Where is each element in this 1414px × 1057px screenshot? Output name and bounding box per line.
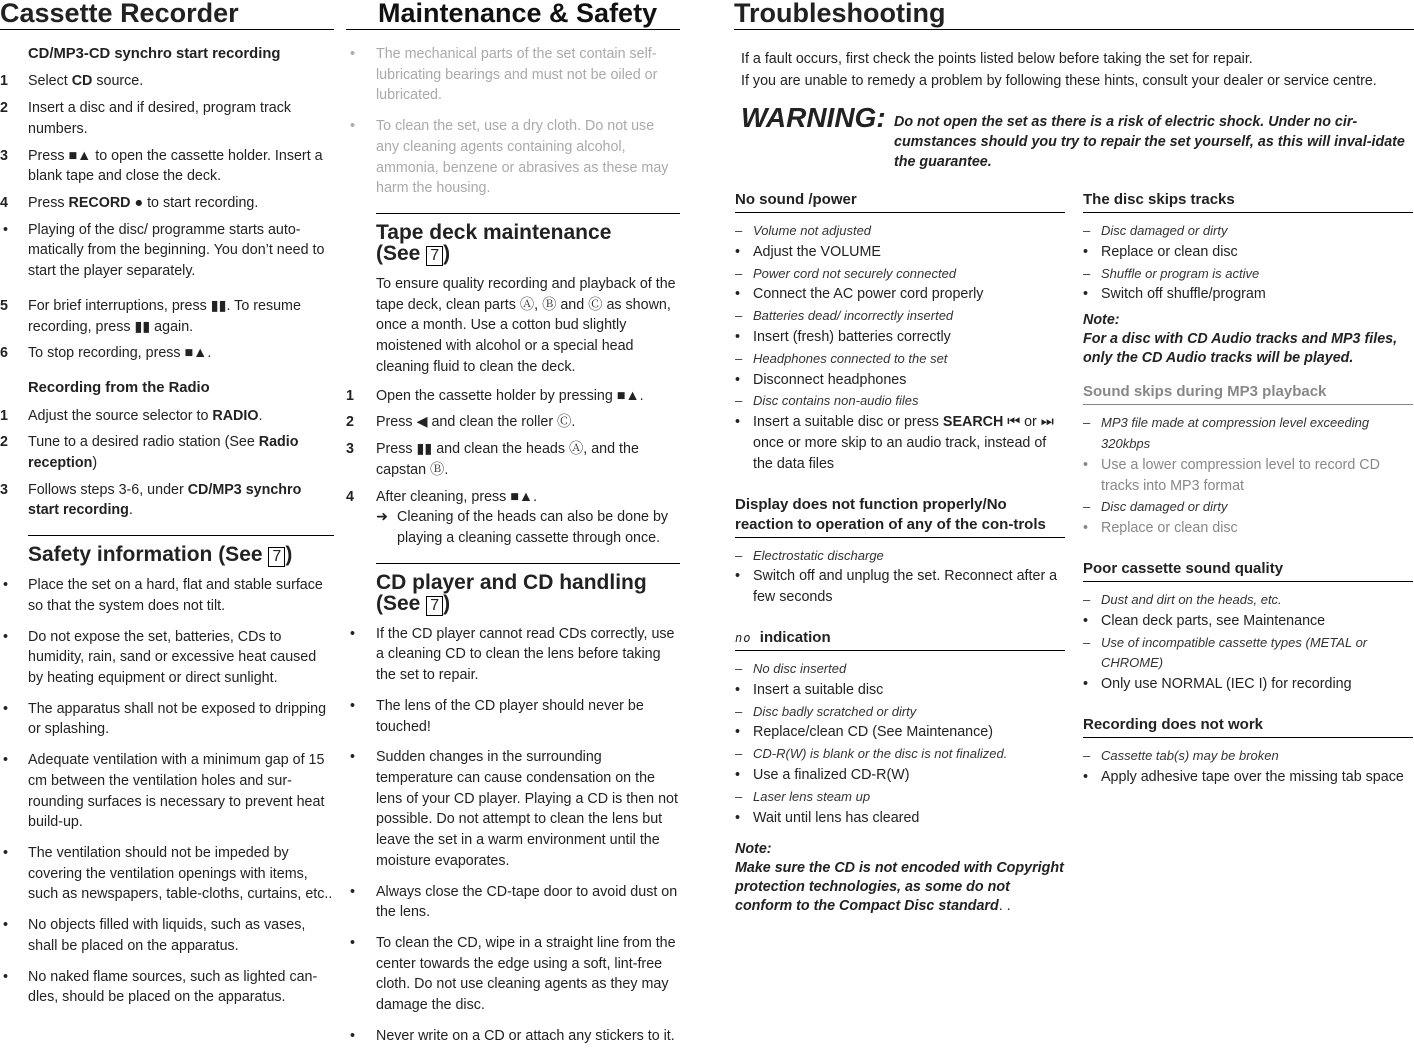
item-text: Insert a suitable disc — [753, 681, 884, 698]
step-number: 4 — [346, 488, 354, 505]
marker: – — [735, 703, 743, 719]
cause-item — [735, 702, 1065, 723]
marker: • — [1083, 676, 1089, 693]
step — [0, 193, 334, 214]
item-text: Disc damaged or dirty — [1101, 223, 1228, 238]
trouble-group — [735, 628, 1065, 828]
step-number: 1 — [0, 407, 8, 424]
step-text: After cleaning, press ■▲. — [376, 488, 538, 505]
item-text: Laser lens steam up — [753, 788, 871, 804]
group-heading: Recording does not work — [1083, 715, 1413, 738]
figure-ref: 7 — [426, 246, 443, 266]
marker: – — [1083, 634, 1091, 650]
step — [346, 386, 680, 407]
fix-item — [735, 566, 1065, 608]
item-text: Electrostatic discharge — [753, 547, 884, 563]
item-text: Disc damaged or dirty — [1101, 499, 1228, 515]
list-text: No objects filled with liquids, such as vases, shall be placed on the apparatus. — [28, 917, 306, 954]
cause-item — [1083, 590, 1413, 611]
marker: • — [1083, 243, 1089, 260]
step — [346, 412, 680, 433]
column-maintenance — [346, 0, 680, 1057]
fix-item — [735, 722, 1065, 743]
step-text: Open the cassette holder by pressing ■▲. — [376, 387, 644, 404]
bullet: • — [350, 697, 356, 714]
marker: • — [735, 414, 741, 431]
marker: • — [1083, 520, 1089, 537]
section-title: Cassette Recorder — [0, 0, 334, 30]
bullet: • — [3, 577, 9, 594]
trouble-right-column — [1083, 190, 1413, 808]
marker: – — [735, 265, 743, 281]
step-text: Press RECORD ● to start recording. — [28, 195, 259, 212]
cause-item — [1083, 264, 1413, 285]
list-item — [0, 843, 334, 905]
fix-item — [735, 765, 1065, 786]
step — [0, 406, 334, 427]
item-text: Use a lower compression level to record CD tracks into MP3 format — [1101, 456, 1380, 494]
item-text: Power cord not securely connected — [753, 265, 957, 281]
trouble-group — [1083, 715, 1413, 788]
marker: • — [735, 766, 741, 783]
list-item — [346, 747, 680, 871]
item-text: Connect the AC power cord properly — [753, 286, 984, 303]
item-text: Volume not adjusted — [753, 223, 872, 238]
list-item — [346, 1026, 680, 1047]
figure-ref: 7 — [426, 596, 443, 616]
marker: – — [1083, 415, 1091, 431]
step-number: 2 — [0, 434, 8, 451]
item-text: Cassette tab(s) may be broken — [1101, 747, 1279, 763]
marker: • — [735, 568, 741, 585]
marker: – — [735, 308, 743, 324]
marker: – — [735, 223, 743, 238]
cause-item — [735, 744, 1065, 765]
list-item — [0, 627, 334, 689]
cause-item — [735, 264, 1065, 285]
item-text: Use of incompatible cassette types (METAL or CHROME) — [1101, 634, 1368, 671]
marker: – — [1083, 265, 1091, 281]
bullet: • — [350, 935, 356, 951]
marker: • — [735, 328, 741, 345]
tip: ➜ Cleaning of the heads can also be done by playing a cleaning cassette through once. — [376, 509, 669, 546]
item-text: Only use NORMAL (IEC I) for recording — [1101, 676, 1352, 693]
list-text: The mechanical parts of the set contain self-lubricating bearings and must not be oiled or lubricated. — [376, 46, 658, 104]
list-text: Adequate ventilation with a minimum gap of 15 cm between the ventilation holes and sur-rounding surfaces is necessary to prevent heat build-up. — [28, 752, 325, 831]
item-text: CD-R(W) is blank or the disc is not finalized. — [753, 746, 1008, 762]
list-text: Do not expose the set, batteries, CDs to humidity, rain, sand or excessive heat caused by heating equipment or direct sunlight. — [28, 628, 317, 686]
list-item — [0, 750, 334, 833]
marker: – — [735, 547, 743, 563]
item-text: Replace or clean disc — [1101, 243, 1238, 260]
step-number: 4 — [0, 195, 8, 212]
step-number: 1 — [0, 73, 8, 90]
list-item — [346, 44, 680, 106]
item-text: Shuffle or program is active — [1101, 265, 1260, 281]
list-item — [346, 882, 680, 923]
list-text: Sudden changes in the surrounding temperature can cause condensation on the lens of your CD player. Playing a CD is then not possible. Do not attempt to clean the lens but leave the set in a warm environment until the moisture evaporates. — [376, 749, 678, 869]
cause-item — [1083, 633, 1413, 675]
subheading: CD/MP3-CD synchro start recording — [28, 46, 281, 62]
step-text: Press ◀ and clean the roller Ⓒ. — [376, 414, 576, 431]
fix-item — [735, 808, 1065, 829]
fix-item — [1083, 767, 1413, 788]
step-number: 3 — [0, 481, 8, 498]
trouble-group — [1083, 559, 1413, 695]
step — [0, 432, 334, 473]
item-text: Switch off shuffle/program — [1101, 286, 1266, 303]
figure-ref: 7 — [268, 547, 285, 567]
cause-item — [735, 787, 1065, 808]
step — [0, 296, 334, 337]
step-text: Press ▮▮ and clean the heads Ⓐ, and the capstan Ⓑ. — [376, 441, 639, 478]
list-item — [346, 116, 680, 199]
marker: • — [735, 724, 741, 741]
step-text: Follows steps 3-6, under CD/MP3 synchro start recording. — [28, 481, 302, 519]
item-text: Headphones connected to the set — [753, 350, 948, 366]
marker: • — [735, 243, 741, 260]
marker: – — [735, 350, 743, 366]
mp3-group: Sound skips during MP3 playback – MP3 file made at compression level exceeding 320kbps • Use a lower compression level to record CD tracks into MP3 format – Disc damaged or dirty • Replace or clean disc — [1083, 382, 1413, 539]
step — [0, 343, 334, 364]
fix-item — [735, 284, 1065, 305]
step-text: Tune to a desired radio station (See Radio reception) — [28, 434, 299, 471]
trouble-left-column — [735, 190, 1065, 916]
item-text: Disc contains non-audio files — [753, 393, 919, 409]
marker: • — [735, 286, 741, 303]
item-text: Clean deck parts, see Maintenance — [1101, 612, 1326, 629]
list-text: Always close the CD-tape door to avoid dust on the lens. — [376, 883, 678, 921]
marker: – — [1083, 499, 1091, 515]
fix-item — [1083, 284, 1413, 305]
list-text: Place the set on a hard, flat and stable surface so that the system does not tilt. — [28, 577, 323, 614]
note: Note: For a disc with CD Audio tracks and MP3 files, only the CD Audio tracks will be played. — [1083, 312, 1398, 367]
bullet: • — [3, 845, 9, 862]
bullet: • — [350, 1027, 356, 1044]
bullet: • — [350, 118, 356, 135]
section-title: Troubleshooting — [734, 0, 1414, 30]
note: Note: Make sure the CD is not encoded with Copyright protection technologies, as some do not conform to the Compact Disc standard. . — [735, 841, 1064, 915]
marker: • — [1083, 768, 1089, 785]
marker: • — [735, 809, 741, 826]
item-text: Replace/clean CD (See Maintenance) — [753, 724, 993, 741]
step — [0, 98, 334, 139]
step-text: Press ■▲ to open the cassette holder. Insert a blank tape and close the deck. — [28, 147, 323, 185]
list-item — [346, 696, 680, 737]
fix-item — [735, 370, 1065, 391]
step-number: 3 — [346, 441, 354, 458]
intro-text: If a fault occurs, first check the points listed below before taking the set for repair. If you are unable to remedy a problem by following these hints, consult your dealer or service centre. — [741, 51, 1377, 89]
column-cassette-recorder — [0, 0, 334, 1018]
item-text: Batteries dead/ incorrectly inserted — [753, 308, 954, 324]
fix-item — [1083, 455, 1413, 497]
list-text: Never write on a CD or attach any stickers to it. — [376, 1027, 675, 1044]
subheading: Recording from the Radio — [28, 380, 210, 397]
marker: • — [735, 681, 741, 698]
warning-label: WARNING: — [741, 102, 886, 133]
list-text: To clean the set, use a dry cloth. Do not use any cleaning agents containing alcohol, ammonia, benzene or abrasives as these may harm the housing. — [376, 118, 669, 197]
item-text: Wait until lens has cleared — [753, 809, 920, 826]
step-number: 1 — [346, 387, 354, 404]
fix-item — [1083, 674, 1413, 695]
cause-item — [735, 349, 1065, 370]
item-text: Use a finalized CD-R(W) — [753, 766, 910, 783]
bullet: • — [3, 968, 9, 985]
step-text: Adjust the source selector to RADIO. — [28, 407, 263, 424]
list-item — [0, 575, 334, 616]
item-text: Switch off and unplug the set. Reconnect after a few seconds — [753, 568, 1058, 606]
cause-item — [735, 306, 1065, 327]
list-text: The ventilation should not be impeded by covering the ventilation openings with items, such as newspapers, table-cloths, curtains, etc.. — [28, 845, 333, 903]
list-item — [346, 933, 680, 1016]
step-text: Insert a disc and if desired, program track numbers. — [28, 100, 292, 137]
marker: • — [1083, 612, 1089, 629]
cause-item — [735, 221, 1065, 242]
group-heading: No sound /power — [735, 190, 1065, 213]
list-text: To clean the CD, wipe in a straight line from the center towards the edge using a soft, lint-free cloth. Do not use cleaning agents as they may damage the disc. — [376, 935, 676, 1014]
bullet: • — [3, 700, 9, 717]
fix-item — [735, 327, 1065, 348]
step-number: 5 — [0, 297, 8, 314]
step — [346, 487, 680, 508]
step-text: To stop recording, press ■▲. — [28, 345, 212, 362]
trouble-group — [735, 190, 1065, 475]
safety-heading: Safety information (See 7 ) — [28, 535, 334, 567]
step — [0, 71, 334, 92]
fix-item — [1083, 242, 1413, 263]
bullet: • — [350, 883, 356, 900]
list-text: The apparatus shall not be exposed to dripping or splashing. — [28, 700, 327, 738]
item-text: Insert (fresh) batteries correctly — [753, 328, 951, 345]
step — [346, 439, 680, 480]
marker: – — [1083, 591, 1091, 607]
cause-item — [735, 546, 1065, 567]
cause-item — [1083, 746, 1413, 767]
bullet: • — [3, 752, 9, 769]
item-text: Disconnect headphones — [753, 371, 907, 388]
fix-item — [735, 242, 1065, 263]
step — [0, 480, 334, 521]
cause-item — [735, 391, 1065, 412]
fix-item — [735, 680, 1065, 701]
fix-item — [735, 412, 1065, 474]
trouble-group — [735, 495, 1065, 608]
cd-heading: CD player and CD handling (See 7 ) — [376, 563, 680, 616]
trouble-group — [1083, 190, 1413, 305]
list-item — [0, 967, 334, 1008]
bullet: • — [3, 628, 9, 645]
group-heading: no indication — [735, 628, 1065, 651]
cause-item — [1083, 413, 1413, 455]
marker: • — [735, 371, 741, 388]
marker: • — [1083, 456, 1089, 473]
bullet: • — [3, 917, 9, 934]
fix-item — [1083, 518, 1413, 539]
item-text: Disc badly scratched or dirty — [753, 703, 917, 719]
step — [0, 146, 334, 187]
group-heading: Poor cassette sound quality — [1083, 559, 1413, 582]
item-text: MP3 file made at compression level exceeding 320kbps — [1101, 415, 1370, 451]
item-text: Replace or clean disc — [1101, 520, 1238, 537]
paragraph: To ensure quality recording and playback of the tape deck, clean parts Ⓐ, Ⓑ and Ⓒ as shown, once a month. Use a cotton bud slightly moistened with alcohol or a special head cleaning fluid to clean the deck. — [376, 276, 676, 375]
item-text: Adjust the VOLUME — [753, 243, 881, 260]
bullet: • — [350, 625, 356, 642]
group-heading: The disc skips tracks — [1083, 190, 1413, 213]
list-text: If the CD player cannot read CDs correctly, use a cleaning CD to clean the lens before taking the set to repair. — [376, 625, 675, 684]
item-text: Dust and dirt on the heads, etc. — [1101, 591, 1282, 607]
fix-item — [1083, 611, 1413, 632]
step-number: 3 — [0, 147, 8, 164]
group-heading: Display does not function properly/No reaction to operation of any of the con-trols — [735, 495, 1065, 538]
step-text: For brief interruptions, press ▮▮. To resume recording, press ▮▮ again. — [28, 297, 301, 335]
list-text: The lens of the CD player should never be touched! — [376, 697, 644, 735]
section-title: Maintenance & Safety — [346, 0, 680, 30]
item-text: Apply adhesive tape over the missing tab space — [1101, 768, 1404, 785]
cause-item — [1083, 221, 1413, 242]
step-number: 2 — [0, 100, 8, 117]
item-text: No disc inserted — [753, 660, 847, 676]
cause-item — [1083, 497, 1413, 518]
list-item: • Playing of the disc/ programme starts auto-matically from the beginning. You don’t need to start the player separately. — [3, 221, 325, 280]
bullet: • — [350, 749, 356, 766]
bullet: • — [350, 46, 356, 62]
marker: – — [735, 746, 743, 762]
marker: – — [735, 393, 743, 409]
item-text: Insert a suitable disc or press SEARCH ⏮ or ⏭ once or more skip to an audio track, instead of the data files — [753, 414, 1054, 472]
marker: – — [1083, 223, 1091, 238]
list-text: No naked flame sources, such as lighted can-dles, should be placed on the apparatus. — [28, 968, 318, 1006]
marker: – — [1083, 747, 1091, 763]
marker: – — [735, 788, 743, 804]
warning-text: Do not open the set as there is a risk of electric shock. Under no cir-cumstances should you try to repair the set yourself, as this will inval-idate the guarantee. — [894, 114, 1405, 170]
marker: • — [1083, 286, 1089, 303]
cause-item — [735, 659, 1065, 680]
step-number: 2 — [346, 414, 354, 431]
list-item — [346, 624, 680, 686]
marker: – — [735, 660, 743, 676]
tape-heading: Tape deck maintenance (See 7 ) — [376, 213, 680, 266]
step-number: 6 — [0, 345, 8, 362]
list-item — [0, 699, 334, 740]
step-text: Select CD source. — [28, 73, 144, 90]
list-item — [0, 915, 334, 956]
